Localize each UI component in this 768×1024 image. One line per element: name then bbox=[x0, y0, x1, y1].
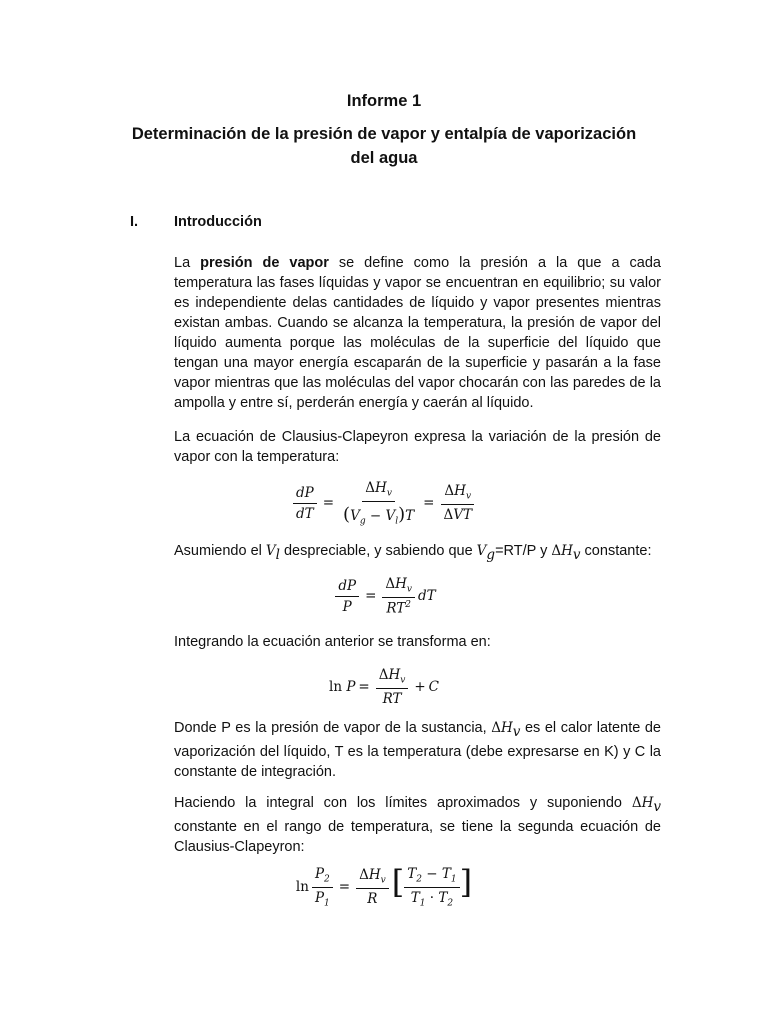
section-heading bbox=[130, 212, 262, 232]
eq4-p2-sub: 2 bbox=[324, 874, 330, 885]
haciendo-text-b: constante en el rango de temperatura, se tiene la segunda ecuación de Clausius-Clapeyron: bbox=[174, 818, 661, 855]
eq1-denominator-dt: dT bbox=[296, 505, 314, 522]
eq1-equals-2: = bbox=[423, 495, 435, 512]
eq4-h: H bbox=[368, 867, 381, 884]
eq2-dt: dT bbox=[418, 588, 436, 605]
donde-delta: Δ bbox=[491, 720, 501, 736]
assuming-text-d: constante: bbox=[580, 543, 652, 559]
eq4-t1b-sub: 1 bbox=[419, 898, 426, 909]
eq4-t1: T bbox=[441, 866, 451, 882]
eq4-t1b: T bbox=[410, 889, 420, 906]
eq4-equals: = bbox=[338, 879, 351, 896]
donde-h-sub: v bbox=[512, 723, 521, 740]
eq3-rt: RT bbox=[382, 690, 402, 707]
eq1-h-sub: v bbox=[386, 488, 392, 499]
haciendo-delta: Δ bbox=[631, 795, 642, 811]
haciendo-paragraph bbox=[174, 793, 661, 857]
eq4-p2: P bbox=[314, 866, 325, 882]
eq4-p1-sub: 1 bbox=[324, 898, 330, 909]
assuming-vg-sub: g bbox=[486, 546, 496, 563]
eq1-vt: VT bbox=[453, 507, 472, 524]
assuming-paragraph bbox=[174, 541, 661, 565]
eq4-t2: T bbox=[407, 866, 417, 882]
equation-second-clausius bbox=[0, 863, 768, 909]
eq4-p1: P bbox=[314, 889, 325, 906]
eq4-t1-sub: 1 bbox=[450, 874, 457, 885]
eq1-vg: V bbox=[350, 507, 360, 524]
eq1-vl-sub: l bbox=[395, 516, 399, 527]
eq2-equals: = bbox=[365, 588, 377, 605]
eq3-p: P bbox=[346, 678, 356, 695]
eq4-ln: ln bbox=[295, 879, 309, 896]
eq3-equals: = bbox=[358, 678, 370, 695]
report-subtitle-line-1: Determinación de la presión de vapor y entalpía de vaporización bbox=[131, 125, 637, 143]
donde-text-a: Donde P es la presión de vapor de la sustancia, bbox=[174, 720, 492, 736]
eq1-h-sub-2: v bbox=[465, 492, 472, 503]
eq1-rparen: ) bbox=[398, 503, 406, 525]
frac-dh-vgvl bbox=[340, 480, 417, 526]
assuming-delta: Δ bbox=[551, 543, 562, 559]
frac-dh-dvt bbox=[440, 483, 475, 523]
integrating-paragraph: Integrando la ecuación anterior se transforma en: bbox=[174, 634, 491, 650]
donde-h: H bbox=[500, 720, 513, 736]
eq1-delta-3: Δ bbox=[443, 507, 454, 524]
eq2-squared: 2 bbox=[405, 599, 412, 610]
eq4-minus: − bbox=[426, 866, 438, 882]
eq1-minus: − bbox=[369, 507, 382, 524]
frac-dp-dt bbox=[293, 485, 317, 522]
equation-clausius-clapeyron bbox=[0, 480, 768, 526]
haciendo-h-sub: v bbox=[653, 798, 661, 815]
assuming-h-sub: v bbox=[572, 546, 581, 563]
assuming-text-c: =RT/P y bbox=[495, 543, 552, 559]
eq3-h: H bbox=[388, 667, 401, 683]
eq4-h-sub: v bbox=[380, 876, 386, 887]
intro-paragraph bbox=[174, 253, 661, 413]
eq4-t2b: T bbox=[438, 889, 448, 906]
eq3-plus: + bbox=[414, 678, 426, 695]
eq4-rbracket: ] bbox=[459, 863, 473, 901]
section-title: Introducción bbox=[174, 214, 262, 230]
eq4-dot: · bbox=[429, 889, 435, 906]
eq2-denominator-p: P bbox=[342, 598, 352, 615]
section-number: I. bbox=[130, 214, 139, 230]
eq3-c: C bbox=[428, 678, 439, 695]
intro-lead-text: La bbox=[174, 255, 201, 271]
eq2-rt: RT bbox=[386, 600, 406, 617]
report-title: Informe 1 bbox=[346, 92, 422, 110]
eq3-delta: Δ bbox=[378, 667, 389, 683]
eq1-equals-1: = bbox=[322, 495, 335, 512]
intro-rest-text: se define como la presión a la que a cada temperatura las fases líquidas y vapor se encuentran en equilibrio; su valor es independiente delas cantidades de líquido y vapor presentes mientras existan ambas. Cuando se alcanza la temperatura, la presión de vapor del líquido aumenta porque las moléculas de la superficie del líquido que tengan una mayor energía escaparán de la superficie y pasarán a la fase vapor mientras que las moléculas del vapor chocarán con las paredes de la ampolla y entre sí, perderán energía y caerán al líquido. bbox=[174, 255, 661, 411]
eq3-ln: ln bbox=[329, 678, 343, 695]
eq1-delta: Δ bbox=[365, 480, 376, 496]
eq4-delta: Δ bbox=[359, 867, 369, 884]
intro-bold-term: presión de vapor bbox=[200, 255, 329, 271]
eq1-t: T bbox=[405, 507, 415, 524]
eq4-t2-sub: 2 bbox=[416, 874, 422, 885]
assuming-h: H bbox=[561, 543, 573, 559]
donde-text-b: es el calor latente de vaporización del líquido, T es la temperatura (debe expresarse en K) y C la constante de integración. bbox=[174, 720, 661, 780]
assuming-text-a: Asumiendo el bbox=[174, 543, 266, 559]
eq1-lparen: ( bbox=[343, 503, 351, 525]
clausius-intro-paragraph: La ecuación de Clausius-Clapeyron expresa la variación de la presión de vapor con la temperatura: bbox=[174, 429, 661, 465]
eq3-h-sub: v bbox=[400, 675, 406, 686]
assuming-vl: V bbox=[265, 543, 276, 559]
eq1-delta-2: Δ bbox=[444, 483, 455, 500]
eq1-vg-sub: g bbox=[359, 516, 366, 527]
eq1-h: H bbox=[375, 480, 387, 496]
assuming-vg: V bbox=[476, 543, 487, 559]
eq2-delta: Δ bbox=[385, 576, 396, 592]
eq1-h-2: H bbox=[454, 483, 466, 500]
eq2-h-sub: v bbox=[406, 584, 412, 595]
equation-dp-over-p bbox=[0, 576, 768, 616]
eq2-numerator-dp: dP bbox=[335, 578, 359, 597]
eq4-t2b-sub: 2 bbox=[447, 898, 454, 909]
assuming-vl-sub: l bbox=[275, 546, 280, 563]
eq2-h: H bbox=[395, 576, 407, 592]
eq4-lbracket: [ bbox=[391, 863, 405, 901]
eq1-numerator-dp: dP bbox=[293, 485, 317, 504]
haciendo-text-a: Haciendo la integral con los límites aproximados y suponiendo bbox=[174, 795, 632, 811]
eq1-vl: V bbox=[385, 507, 396, 524]
eq4-r: R bbox=[367, 891, 378, 908]
equation-ln-p bbox=[0, 667, 768, 707]
assuming-text-b: despreciable, y sabiendo que bbox=[279, 543, 477, 559]
haciendo-h: H bbox=[641, 795, 654, 811]
report-subtitle-line-2: del agua bbox=[350, 149, 418, 167]
donde-paragraph bbox=[174, 718, 661, 782]
